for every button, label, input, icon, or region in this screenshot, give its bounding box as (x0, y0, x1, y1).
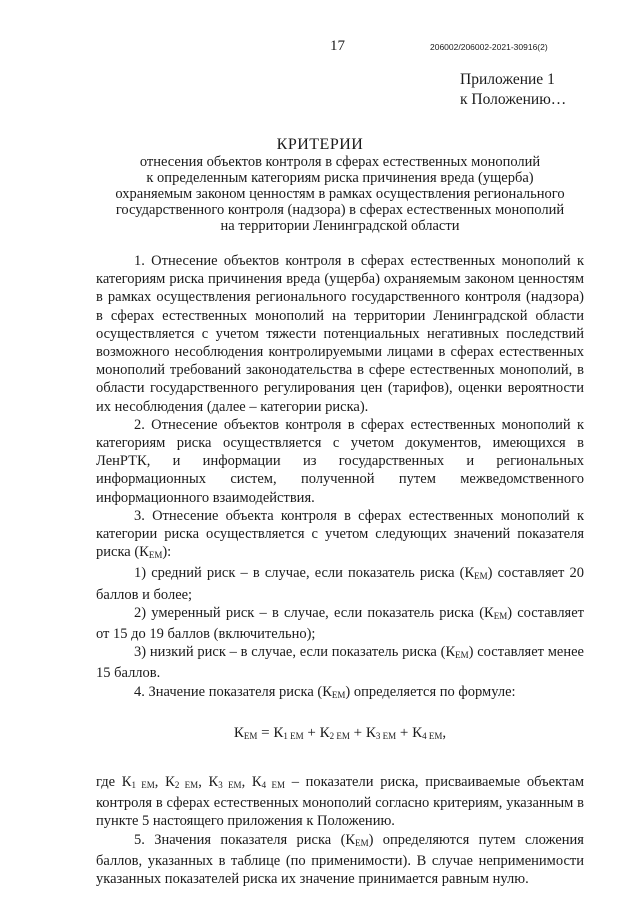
paragraph-1: 1. Отнесение объектов контроля в сферах естественных монополий к категориям риска причинения вреда (ущерба) охраняемым законом ценностям в рамках осуществления регионального государственного контроля (надзора) в сферах естественных монополий на территории Ленинградской области осуществляется с учетом тяжести потенциальных негативных последствий возможного несоблюдения контролируемыми лицами в сферах естественных монополий требований законодательства в сфере естественных монополий, в области государственного регулирования цен (тарифов), оценки вероятности их несоблюдения (далее – категории риска). (96, 253, 584, 415)
document-subtitle (95, 154, 585, 234)
formula-equals: = (257, 724, 274, 741)
subscript-em: ЕМ (474, 571, 488, 582)
subscript-k1: 1 ЕМ (131, 780, 155, 791)
formula-plus: + (349, 724, 366, 741)
paragraph-5-text-end: ) определяются путем сложения баллов, указанных в таблице (по применимости). В случае неприменимости указанных показателей риска их значение принимается равным нулю. (96, 831, 584, 888)
paragraph-4-text-end: ) определяется по формуле: (345, 683, 516, 700)
paragraph-4 (96, 683, 584, 704)
subscript-k2: 2 ЕМ (329, 730, 350, 741)
subscript-em: ЕМ (493, 610, 508, 621)
list-item-medium-risk (96, 564, 584, 603)
formula-term-3: К (365, 724, 376, 741)
document-title: КРИТЕРИИ (276, 136, 364, 153)
paragraph-5 (96, 831, 584, 889)
paragraph-where (96, 773, 584, 831)
subscript-k1: 1 ЕМ (283, 730, 304, 741)
list-item-text: 1) средний риск – в случае, если показатель риска (К (134, 565, 475, 582)
list-item-text-end: ) составляет от 15 до 19 баллов (включительно); (96, 604, 584, 643)
subscript-em: ЕМ (243, 730, 258, 741)
paragraph-3-text: 3. Отнесение объекта контроля в сферах естественных монополий к категории риска осуществляется с учетом следующих значений показателя риска (К (96, 507, 584, 561)
document-body (96, 252, 584, 888)
formula-term-4: К (412, 724, 423, 741)
formula-plus: + (396, 724, 413, 741)
where-text-end: – показатели риска, присваиваемые объектам контроля в сферах естественных монополий согласно критериям, указанным в пункте 5 настоящего приложения к Положению. (96, 774, 585, 830)
formula-term-1: К (273, 724, 284, 741)
subscript-em: ЕМ (355, 837, 369, 848)
document-id: 206002/206002-2021-30916(2) (430, 42, 548, 52)
subtitle-line: государственного контроля (надзора) в сферах естественных монополий (115, 202, 565, 218)
list-item-text: 3) низкий риск – в случае, если показатель риска (К (134, 644, 456, 661)
list-item-text-end: ) составляет менее 15 баллов. (96, 644, 584, 682)
formula-plus: + (303, 724, 320, 741)
paragraph-3-text-end: ): (162, 544, 172, 561)
subscript-em: ЕМ (331, 689, 346, 700)
subtitle-line: к определенным категориям риска причинения вреда (ущерба) (146, 170, 534, 186)
subscript-em: ЕМ (455, 650, 469, 661)
subscript-k3: 3 ЕМ (375, 730, 397, 741)
formula-lhs: К (233, 724, 244, 741)
subscript-k4: 4 ЕМ (261, 780, 285, 791)
paragraph-4-text: 4. Значение показателя риска (К (134, 683, 332, 700)
list-item-text-end: ) составляет 20 баллов и более; (96, 565, 585, 603)
appendix-line-2: к Положению… (460, 91, 567, 108)
subscript-k2: 2 ЕМ (174, 780, 199, 791)
subscript-k4: 4 ЕМ (422, 730, 443, 741)
paragraph-2: 2. Отнесение объектов контроля в сферах естественных монополий к категориям риска осуществляется с учетом документов, имеющихся в ЛенРТК, и информации из государственных и региональных информационных систем, полученной путем межведомственного информационного взаимодействия. (96, 416, 584, 506)
appendix-reference (460, 70, 566, 110)
subtitle-line: на территории Ленинградской области (220, 218, 460, 234)
list-item-low-risk (96, 643, 584, 682)
subtitle-line: отнесения объектов контроля в сферах естественных монополий (139, 154, 541, 170)
subtitle-line: охраняемым законом ценностям в рамках осуществления регионального (115, 186, 565, 202)
subscript-em: ЕМ (148, 550, 163, 561)
where-sep: , К (241, 774, 262, 791)
list-item-text: 2) умеренный риск – в случае, если показатель риска (К (134, 604, 494, 621)
where-text: где К (96, 774, 132, 791)
paragraph-5-text: 5. Значения показателя риска (К (134, 831, 356, 848)
where-sep: , К (154, 774, 175, 791)
subscript-k3: 3 ЕМ (218, 780, 242, 791)
page-number: 17 (330, 38, 345, 54)
formula-term-2: К (319, 724, 330, 741)
list-item-moderate-risk (96, 604, 584, 643)
where-sep: , К (198, 774, 219, 791)
paragraph-3 (96, 507, 584, 565)
risk-formula (96, 724, 584, 745)
appendix-line-1: Приложение 1 (460, 71, 555, 88)
formula-end: , (442, 724, 447, 741)
